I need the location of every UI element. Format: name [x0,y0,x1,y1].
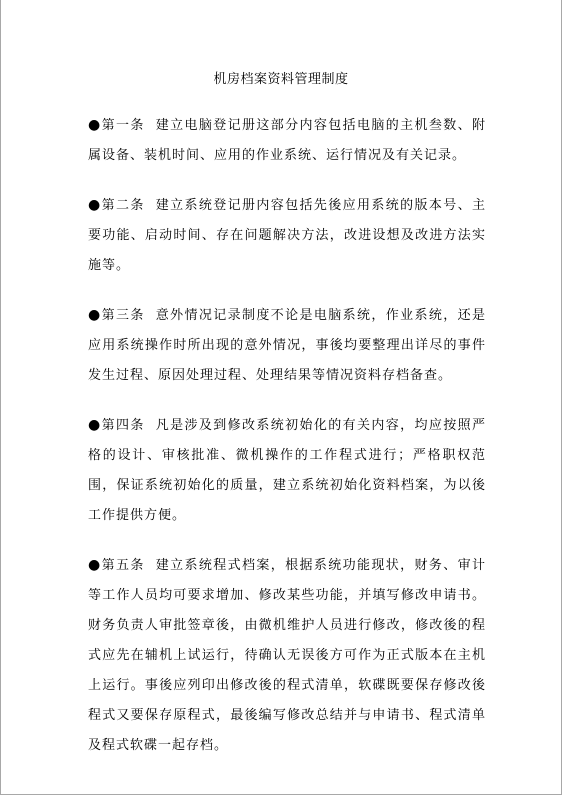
document-title: 机房档案资料管理制度 [213,72,349,87]
article-label: 第一条 [101,118,145,133]
bullet-icon: ● [88,197,102,213]
article-1 [88,110,486,171]
article-2 [88,190,486,281]
article-text: 建立系统登记册内容包括先後应用系统的版本号、主要功能、启动时间、存在问题解决方法，改进设想及改进方法实施等。 [88,198,486,273]
article-label: 第三条 [101,308,145,323]
article-5 [88,550,486,761]
article-text: 建立系统程式档案，根据系统功能现状，财务、审计等工作人员均可要求增加、修改某些功能，并填写修改申请书。财务负责人审批签章後，由微机维护人员进行修改，修改後的程式应先在辅机上试运行，待确认无误後方可作为正式版本在主机上运行。事後应列印出修改後的程式清单，软碟既要保存修改後程式又要保存原程式，最後编写修改总结并与申请书、程式清单及程式软碟一起存档。 [88,558,486,753]
article-label: 第五条 [101,558,145,573]
article-text: 意外情况记录制度不论是电脑系统，作业系统，还是应用系统操作时所出现的意外情况，事後均要整理出详尽的事件发生过程、原因处理过程、处理结果等情况资料存档备查。 [88,308,486,383]
bullet-icon: ● [88,117,102,133]
article-text: 建立电脑登记册这部分内容包括电脑的主机叁数、附属设备、装机时间、应用的作业系统、运行情况及有关记录。 [88,118,486,163]
article-3 [88,300,486,391]
article-list [88,110,486,780]
bullet-icon: ● [88,417,102,433]
article-label: 第二条 [101,198,145,213]
article-4 [88,410,486,531]
article-label: 第四条 [101,418,145,433]
bullet-icon: ● [88,557,102,573]
article-text: 凡是涉及到修改系统初始化的有关内容，均应按照严格的设计、审核批准、微机操作的工作程式进行；严格职权范围，保证系统初始化的质量，建立系统初始化资料档案，为以後工作提供方便。 [88,418,486,523]
bullet-icon: ● [88,307,102,323]
